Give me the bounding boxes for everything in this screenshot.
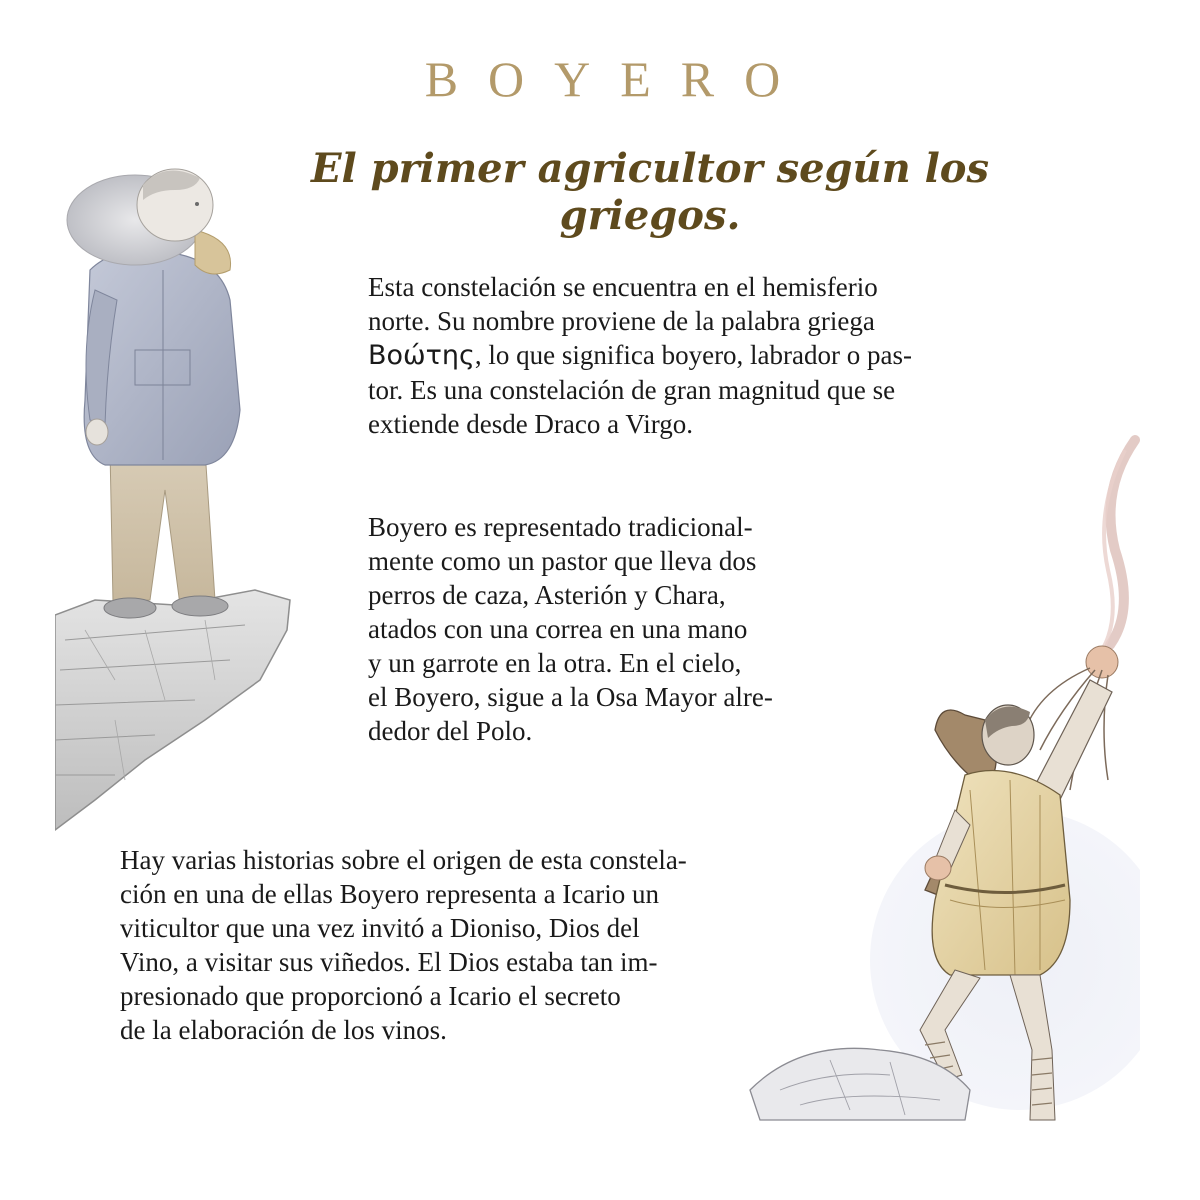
myth-line-6: de la elaboración de los vinos. <box>120 1015 447 1045</box>
representation-paragraph <box>368 510 773 748</box>
page-title: BOYERO <box>424 51 811 107</box>
child-on-rock-illustration <box>55 160 295 840</box>
intro-line-5: extiende desde Draco a Virgo. <box>368 409 694 439</box>
myth-line-5: presionado que proporcionó a Icario el secreto <box>120 981 621 1011</box>
intro-line-4: tor. Es una constelación de gran magnitud que se <box>368 375 896 405</box>
intro-line-1: Esta constelación se encuentra en el hemisferio <box>368 272 878 302</box>
representation-line-4: atados con una correa en una mano <box>368 614 748 644</box>
representation-line-5: y un garrote en la otra. En el cielo, <box>368 648 742 678</box>
representation-line-1: Boyero es representado tradicional- <box>368 512 753 542</box>
representation-line-3: perros de caza, Asterión y Chara, <box>368 580 726 610</box>
intro-paragraph <box>368 270 912 441</box>
myth-line-1: Hay varias historias sobre el origen de esta constela- <box>120 845 687 875</box>
myth-line-4: Vino, a visitar sus viñedos. El Dios estaba tan im- <box>120 947 658 977</box>
representation-line-7: dedor del Polo. <box>368 716 533 746</box>
intro-line-3-rest: , lo que significa boyero, labrador o pas- <box>474 340 912 370</box>
myth-paragraph <box>120 843 687 1047</box>
intro-line-2: norte. Su nombre proviene de la palabra griega <box>368 306 875 336</box>
representation-line-6: el Boyero, sigue a la Osa Mayor alre- <box>368 682 773 712</box>
greek-word: Βοώτης <box>368 340 475 371</box>
page-subtitle: El primer agricultor según los griegos. <box>311 145 989 239</box>
bootes-herdsman-illustration <box>740 430 1140 1130</box>
myth-line-2: ción en una de ellas Boyero representa a Icario un <box>120 879 660 909</box>
intro-line-3 <box>368 338 912 373</box>
representation-line-2: mente como un pastor que lleva dos <box>368 546 757 576</box>
myth-line-3: viticultor que una vez invitó a Dioniso, Dios del <box>120 913 640 943</box>
